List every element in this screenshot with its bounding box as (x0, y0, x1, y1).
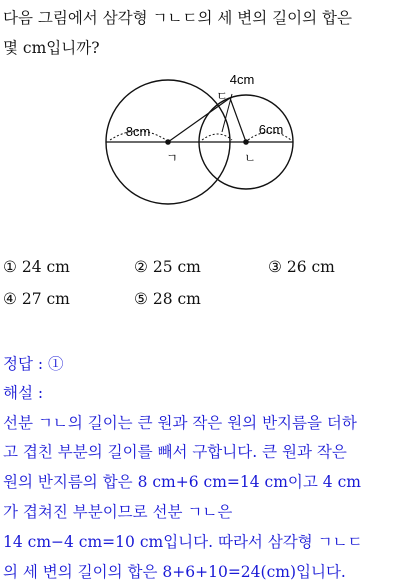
vertex-g-label: ㄱ (166, 151, 178, 165)
option-5-text: 28 cm (152, 290, 201, 308)
option-2-text: 25 cm (152, 258, 201, 276)
question-line-1: 다음 그림에서 삼각형 ㄱㄴㄷ의 세 변의 길이의 합은 (3, 9, 352, 27)
label-small-radius: 6cm (258, 122, 284, 137)
option-4-text: 27 cm (21, 290, 70, 308)
explanation-line-4: 가 겹쳐진 부분이므로 선분 ㄱㄴ은 (3, 503, 233, 521)
option-4-number: ④ (3, 290, 17, 308)
label-overlap: 4cm (229, 72, 255, 87)
option-5-number: ⑤ (134, 290, 148, 308)
option-5[interactable] (134, 290, 201, 308)
circles-figure (0, 66, 400, 216)
overlap-arc (202, 134, 232, 140)
answer-label: 정답 : ① (3, 355, 64, 373)
option-2-number: ② (134, 258, 148, 276)
explanation-line-2: 고 겹친 부분의 길이를 빼서 구합니다. 큰 원과 작은 (3, 443, 347, 461)
label-big-radius: 8cm (125, 124, 151, 139)
option-1[interactable] (3, 258, 70, 276)
vertex-d-label: ㄷ (216, 89, 228, 103)
explanation-line-1: 선분 ㄱㄴ의 길이는 큰 원과 작은 원의 반지름을 더하 (3, 414, 357, 432)
big-center-dot (165, 139, 171, 145)
option-1-number: ① (3, 258, 17, 276)
explanation-line-5: 14 cm−4 cm=10 cm입니다. 따라서 삼각형 ㄱㄴㄷ (3, 533, 363, 551)
explanation-line-3: 원의 반지름의 합은 8 cm+6 cm=14 cm이고 4 cm (3, 473, 361, 491)
question-line-2: 몇 cm입니까? (3, 39, 100, 57)
vertex-n-label: ㄴ (244, 151, 256, 165)
option-3-number: ③ (268, 258, 282, 276)
explanation-line-6: 의 세 변의 길이의 합은 8+6+10=24(cm)입니다. (3, 563, 346, 581)
triangle-side-dn (230, 98, 246, 142)
option-4[interactable] (3, 290, 70, 308)
option-1-text: 24 cm (21, 258, 70, 276)
option-3[interactable] (268, 258, 335, 276)
option-3-text: 26 cm (286, 258, 335, 276)
option-2[interactable] (134, 258, 201, 276)
explanation-label: 해설 : (3, 384, 44, 402)
small-center-dot (243, 139, 249, 145)
